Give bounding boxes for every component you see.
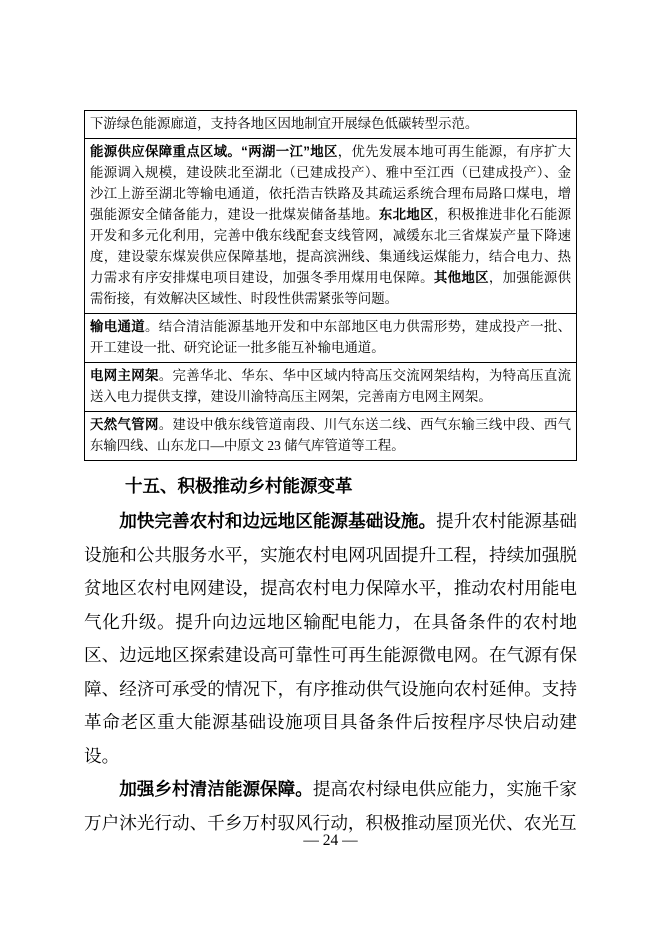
paragraph-text: 提升农村能源基础设施和公共服务水平，实施农村电网巩固提升工程，持续加强脱贫地区农村电网建设，提高农村电力保障水平，推动农村用能电气化升级。提升向边远地区输配电能力，在具备条件的农村地区、边远地区探索建设高可靠性可再生能源微电网。在气源有保障、经济可承受的情况下，有序推动供气设施向农村延伸。支持革命老区重大能源基础设施项目具备条件后按程序尽快启动建设。: [84, 511, 577, 766]
cell-bold-term: 东北地区: [378, 207, 434, 222]
paragraph-lead: 加强乡村清洁能源保障。: [119, 779, 313, 799]
cell-text: ，优先发展本地可再生能源，有序扩大能源调入规模，建设陕北至湖北（已建成投产）、雅中至江西（已建成投产）、金沙江上游至湖北等输电通道，依托浩吉铁路及其疏运系统合理布局路口煤电，增强能源安全储备能力，建设一批煤炭储备基地。: [90, 144, 572, 222]
cell-bold-term: 其他地区: [433, 270, 489, 285]
section-body: [84, 505, 577, 840]
cell-bold-term: 能源供应保障重点区域。“两湖一江”地区: [90, 144, 338, 159]
paragraph-text: 提高农村绿电供应能力，实施千家万户沐光行动、千乡万村驭风行动，积极推动屋顶光伏、农光互: [84, 779, 577, 833]
cell-text: ，加强能源供需衔接，有效解决区域性、时段性供需紧张等问题。: [90, 270, 572, 306]
table-row: [85, 111, 577, 139]
cell-text: 。完善华北、华东、华中区域内特高压交流网架结构，为特高压直流送入电力提供支撑，建设川渝特高压主网架，完善南方电网主网架。: [90, 368, 572, 404]
cell-bold-term: 天然气管网: [90, 417, 159, 432]
cell-text: 下游绿色能源廊道，支持各地区因地制宜开展绿色低碳转型示范。: [90, 116, 479, 131]
section-heading: 十五、积极推动乡村能源变革: [125, 476, 353, 496]
cell-bold-term: 电网主网架: [90, 368, 159, 383]
paragraph-lead: 加快完善农村和边远地区能源基础设施。: [119, 511, 437, 531]
table-row: [85, 412, 577, 461]
page-content: [84, 110, 577, 840]
table-row: [85, 314, 577, 363]
cell-text: ，积极推进非化石能源开发和多元化利用，完善中俄东线配套支线管网，减缓东北三省煤炭产量下降速度，建设蒙东煤炭供应保障基地，提高滨洲线、集通线运煤能力，结合电力、热力需求有序安排煤电项目建设，加强冬季用煤用电保障。: [90, 207, 572, 285]
table-cell: [85, 139, 577, 314]
table-row: [85, 363, 577, 412]
cell-text: 。建设中俄东线管道南段、川气东送二线、西气东输三线中段、西气东输四线、山东龙口—中原文 23 储气库管道等工程。: [90, 417, 572, 453]
table-cell: [85, 412, 577, 461]
cell-bold-term: 输电通道: [90, 319, 146, 334]
table-cell: [85, 363, 577, 412]
cell-text: 。结合清洁能源基地开发和中东部地区电力供需形势，建成投产一批、开工建设一批、研究论证一批多能互补输电通道。: [90, 319, 572, 355]
page-number: — 24 —: [303, 832, 358, 849]
table-row: [85, 139, 577, 314]
table-cell: [85, 111, 577, 139]
paragraph: [84, 505, 577, 773]
energy-planning-table: [84, 110, 577, 461]
table-cell: [85, 314, 577, 363]
